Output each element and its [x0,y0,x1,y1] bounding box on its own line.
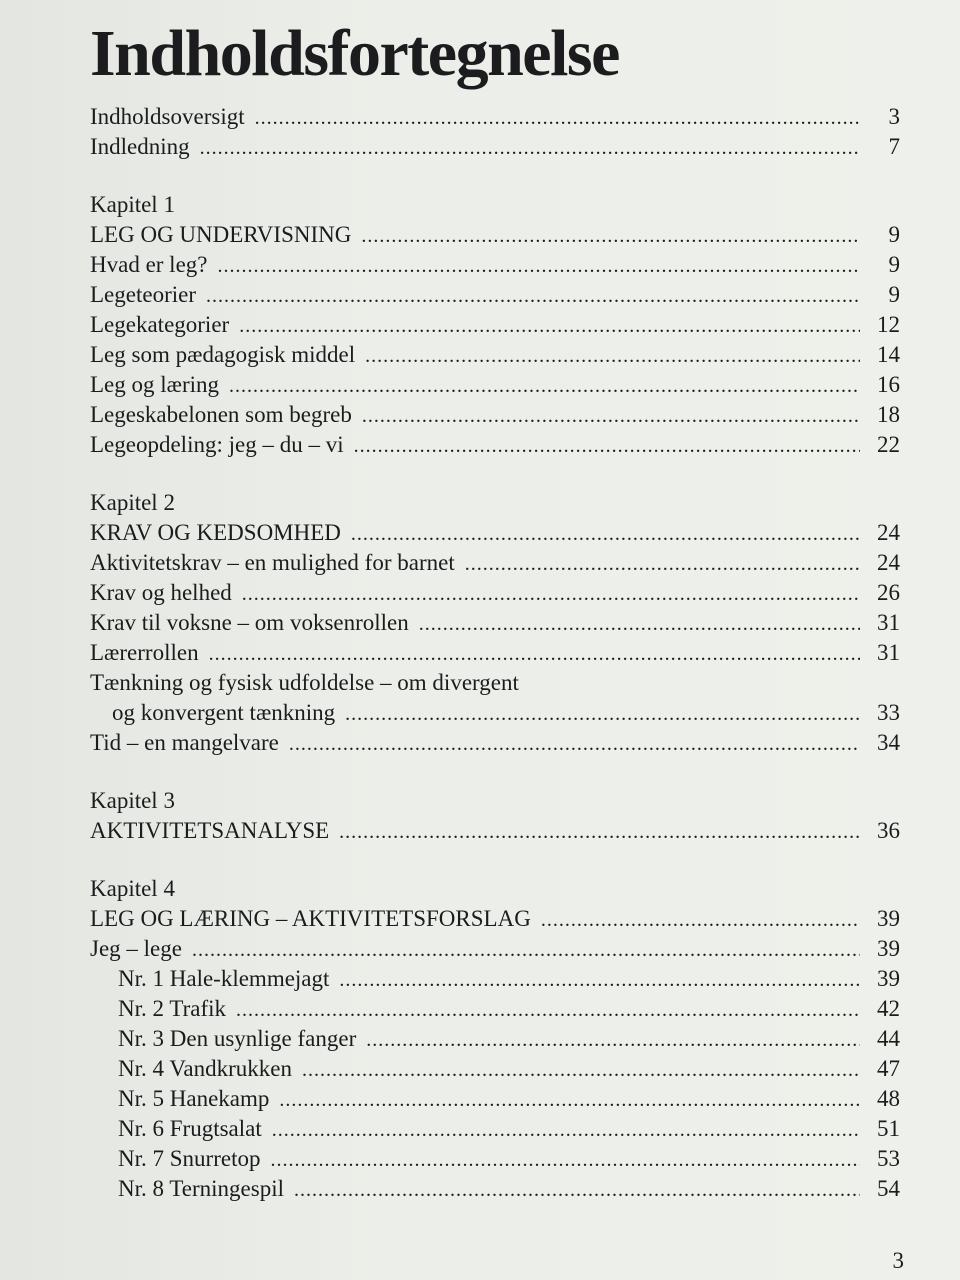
dot-leader [302,1055,860,1085]
dot-leader [419,609,860,639]
dot-leader [229,371,860,401]
toc-entry [90,518,900,548]
dot-leader [255,103,860,133]
table-of-contents [90,102,900,1204]
toc-entry [90,1024,900,1054]
toc-entry-label: Leg og læring [90,372,220,397]
toc-entry [90,280,900,310]
dot-leader [366,1025,860,1055]
dot-leader [362,401,860,431]
toc-entry-label: Krav til voksne – om voksenrollen [90,610,409,635]
toc-entry [90,816,900,846]
toc-entry-label: Nr. 6 Frugtsalat [118,1116,262,1141]
dot-leader [272,1115,860,1145]
toc-entry [90,994,900,1024]
toc-entry [90,638,900,668]
dot-leader [339,965,860,995]
toc-entry-page: 51 [877,1116,900,1141]
toc-entry-page: 18 [877,402,900,427]
toc-entry [90,1144,900,1174]
dot-leader [236,995,860,1025]
toc-entry-page: 34 [877,730,900,755]
toc-entry-label: Nr. 5 Hanekamp [118,1086,270,1111]
section-gap [90,162,900,190]
toc-entry-page: 39 [877,906,900,931]
toc-entry-page: 12 [877,312,900,337]
toc-entry [90,220,900,250]
toc-entry-label: Tid – en mangelvare [90,730,279,755]
section-gap [90,460,900,488]
dot-leader [209,639,860,669]
toc-entry-label: Nr. 3 Den usynlige fanger [118,1026,357,1051]
toc-entry-label: Nr. 8 Terningespil [118,1176,284,1201]
toc-entry [90,578,900,608]
dot-leader [365,341,860,371]
toc-entry-page: 33 [877,700,900,725]
toc-entry [90,430,900,460]
dot-leader [200,133,860,163]
toc-entry [90,1084,900,1114]
dot-leader [361,221,860,251]
toc-entry-label: Tænkning og fysisk udfoldelse – om divergent [90,670,519,695]
toc-entry-label: AKTIVITETSANALYSE [90,818,330,843]
section-gap [90,758,900,786]
toc-entry-page: 26 [877,580,900,605]
toc-entry [90,1114,900,1144]
toc-entry-page: 42 [877,996,900,1021]
toc-entry [90,310,900,340]
toc-entry [90,340,900,370]
toc-entry-label: LEG OG LÆRING – AKTIVITETSFORSLAG [90,906,531,931]
dot-leader [465,549,860,579]
toc-entry-label: LEG OG UNDERVISNING [90,222,352,247]
dot-leader [345,699,860,729]
page-number: 3 [892,1248,904,1273]
dot-leader [279,1085,860,1115]
dot-leader [192,935,860,965]
dot-leader [270,1145,860,1175]
toc-entry [90,728,900,758]
chapter-heading: Kapitel 2 [90,490,175,515]
toc-entry-label: og konvergent tænkning [112,700,336,725]
toc-entry [90,934,900,964]
toc-entry-label: Indledning [90,134,190,159]
dot-leader [354,431,860,461]
toc-entry-label: Leg som pædagogisk middel [90,342,356,367]
toc-entry-page: 24 [877,550,900,575]
toc-entry-page: 22 [877,432,900,457]
toc-entry [90,102,900,132]
toc-entry-label: Hvad er leg? [90,252,208,277]
toc-entry [90,964,900,994]
toc-entry-label: Aktivitetskrav – en mulighed for barnet [90,550,455,575]
toc-entry-label: Nr. 1 Hale-klemmejagt [118,966,330,991]
toc-entry [90,548,900,578]
dot-leader [339,817,860,847]
toc-entry [90,1174,900,1204]
toc-entry-page: 14 [877,342,900,367]
toc-entry-page: 36 [877,818,900,843]
toc-entry-continuation [90,698,900,728]
dot-leader [218,251,861,281]
toc-entry-page: 16 [877,372,900,397]
section-gap [90,846,900,874]
toc-entry-page: 3 [888,104,900,129]
toc-entry-page: 54 [877,1176,900,1201]
toc-entry [90,132,900,162]
toc-entry-label: Legeskabelonen som begreb [90,402,352,427]
toc-entry-page: 47 [877,1056,900,1081]
toc-entry-page: 44 [877,1026,900,1051]
toc-entry-page: 24 [877,520,900,545]
chapter-heading: Kapitel 4 [90,876,175,901]
toc-entry-page: 39 [877,936,900,961]
dot-leader [289,729,860,759]
toc-entry-label: Legeteorier [90,282,196,307]
toc-entry-label: Legeopdeling: jeg – du – vi [90,432,344,457]
toc-entry-label: Nr. 4 Vandkrukken [118,1056,292,1081]
toc-entry-label: Krav og helhed [90,580,232,605]
toc-entry-page: 9 [888,282,900,307]
chapters [90,162,900,1204]
toc-entry [90,608,900,638]
dot-leader [239,311,860,341]
toc-entry [90,400,900,430]
toc-entry [90,904,900,934]
toc-entry-page: 31 [877,610,900,635]
toc-entry-label: Jeg – lege [90,936,182,961]
chapter-heading: Kapitel 1 [90,192,175,217]
page-title: Indholdsfortegnelse [90,17,619,90]
toc-entry-page: 7 [888,134,900,159]
toc-entry-label: Indholdsoversigt [90,104,245,129]
chapter-heading: Kapitel 3 [90,788,175,813]
toc-entry [90,668,900,698]
dot-leader [206,281,860,311]
dot-leader [541,905,860,935]
toc-entry [90,1054,900,1084]
toc-entry-label: Legekategorier [90,312,230,337]
toc-entry-label: KRAV OG KEDSOMHED [90,520,341,545]
toc-entry-page: 39 [877,966,900,991]
dot-leader [294,1175,860,1205]
toc-entry [90,250,900,280]
toc-entry-page: 9 [888,222,900,247]
toc-entry-page: 48 [877,1086,900,1111]
toc-entry-label: Nr. 2 Trafik [118,996,226,1021]
dot-leader [242,579,860,609]
dot-leader [351,519,860,549]
toc-entry-page: 9 [888,252,900,277]
toc-entry-page: 53 [877,1146,900,1171]
toc-entry-label: Nr. 7 Snurretop [118,1146,261,1171]
toc-entry-page: 31 [877,640,900,665]
toc-entry [90,370,900,400]
toc-entry-label: Lærerrollen [90,640,199,665]
